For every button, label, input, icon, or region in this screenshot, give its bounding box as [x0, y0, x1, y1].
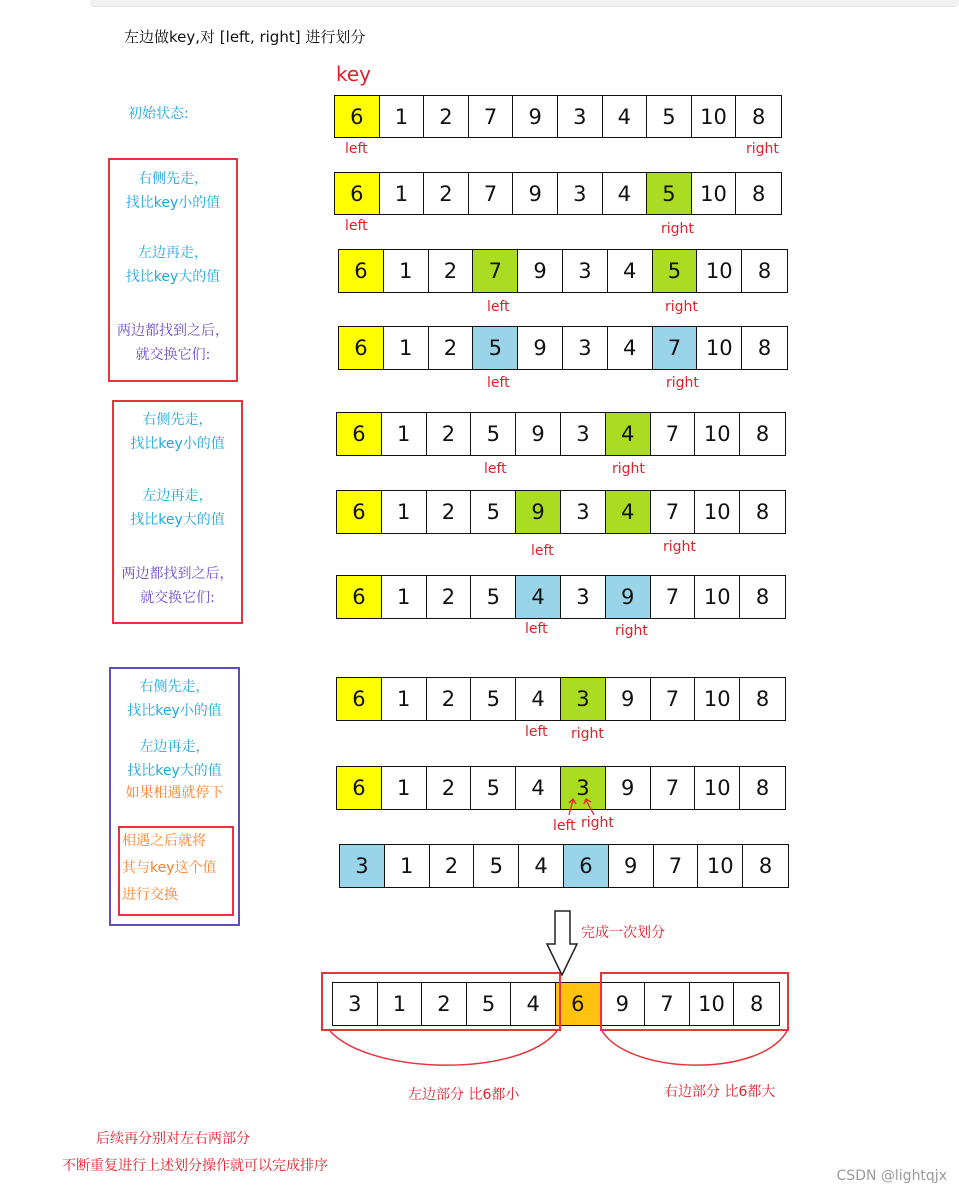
array-cell: 1 [384, 327, 429, 369]
array-cell: 6 [337, 678, 382, 720]
right-pointer-arrow-icon [586, 800, 594, 815]
array-cell: 3 [561, 413, 606, 455]
pointer-right: right [746, 141, 779, 157]
right-brace-icon [602, 1031, 787, 1065]
array-cell: 9 [609, 845, 654, 887]
pointer-left: left [487, 375, 510, 391]
array-cell: 10 [695, 413, 740, 455]
array-cell: 4 [511, 983, 556, 1025]
pointer-right: right [615, 623, 648, 639]
array-cell: 6 [337, 413, 382, 455]
array-cell: 1 [382, 413, 427, 455]
array-cell: 7 [651, 491, 696, 533]
array-cell: 1 [382, 491, 427, 533]
array-cell: 2 [429, 250, 474, 292]
array-cell: 3 [558, 173, 603, 214]
pointer-right: right [571, 726, 604, 742]
array-cell: 5 [647, 96, 692, 137]
pointer-left: left [525, 621, 548, 637]
array-cell: 3 [561, 767, 606, 809]
array-cell: 6 [337, 491, 382, 533]
array-cell: 6 [335, 96, 380, 137]
array-cell: 2 [427, 767, 472, 809]
array-cell: 8 [755, 585, 770, 609]
array-cell: 2 [422, 983, 467, 1025]
array-cell: 1 [378, 983, 423, 1025]
pointer-left: left [484, 461, 507, 477]
array-cell: 7 [651, 678, 696, 720]
caption-right-first: 右侧先走， 找比key小的值 [130, 412, 225, 452]
caption-meet-swap: 相遇之后就将 其与key这个值 进行交换 [122, 833, 217, 903]
pointer-left: left [553, 818, 576, 834]
array-cell: 4 [603, 173, 648, 214]
pointer-right: right [666, 375, 699, 391]
array-cell: 5 [647, 173, 692, 214]
array-cell: 1 [382, 678, 427, 720]
array-cell: 5 [471, 491, 516, 533]
caption-left-next: 左边再走， 找比key大的值 [127, 739, 222, 779]
left-brace-icon [330, 1031, 557, 1065]
caption-swap: 两边都找到之后， 就交换它们: [121, 566, 234, 606]
key-label: key [336, 62, 372, 86]
array-cell: 9 [518, 327, 563, 369]
array-cell: 8 [757, 336, 772, 360]
caption-swap: 两边都找到之后， 就交换它们: [117, 323, 229, 363]
array-cell: 4 [516, 767, 561, 809]
pointer-left: left [531, 543, 554, 559]
array-cell: 7 [469, 96, 514, 137]
pointer-right: right [661, 221, 694, 237]
array-cell: 4 [606, 413, 651, 455]
array-cell: 4 [608, 250, 653, 292]
array-cell: 8 [758, 854, 773, 878]
array-cell: 2 [427, 491, 472, 533]
array-cell: 10 [695, 576, 740, 618]
array-cell: 4 [603, 96, 648, 137]
array-cell: 7 [651, 767, 696, 809]
array-cell: 9 [513, 173, 558, 214]
array-cell: 2 [424, 96, 469, 137]
caption-left-next: 左边再走， 找比key大的值 [130, 488, 225, 528]
array-cell: 1 [382, 576, 427, 618]
array-cell: 6 [339, 327, 384, 369]
array-cell: 3 [561, 576, 606, 618]
caption-left-next: 左边再走， 找比key大的值 [125, 245, 221, 285]
array-cell: 7 [473, 250, 518, 292]
pointer-left: left [487, 299, 510, 315]
array-cell: 9 [606, 678, 651, 720]
array-cell: 1 [382, 767, 427, 809]
caption-right-first: 右侧先走， 找比key小的值 [125, 171, 221, 211]
caption-right-first: 右侧先走， 找比key小的值 [127, 679, 222, 719]
partition-done-label: 完成一次划分 [581, 925, 665, 941]
pointer-right: right [581, 815, 614, 831]
array-cell: 9 [513, 96, 558, 137]
array-cell: 1 [380, 96, 425, 137]
down-arrow-icon [547, 911, 577, 975]
array-cell: 5 [474, 845, 519, 887]
array-cell: 6 [337, 576, 382, 618]
array-cell: 1 [380, 173, 425, 214]
array-cell: 5 [473, 327, 518, 369]
pointer-left: left [345, 141, 368, 157]
array-cell: 7 [469, 173, 514, 214]
array-cell: 10 [697, 250, 742, 292]
watermark: CSDN @lightqjx [836, 1168, 947, 1184]
array-cell: 1 [385, 845, 430, 887]
caption-initial: 初始状态: [128, 106, 189, 122]
array-cell: 6 [337, 767, 382, 809]
pointer-left: left [525, 724, 548, 740]
array-cell: 5 [471, 767, 516, 809]
array-cell: 3 [563, 327, 608, 369]
array-cell: 9 [601, 983, 646, 1025]
array-cell: 6 [339, 250, 384, 292]
array-cell: 8 [755, 500, 770, 524]
array-cell: 3 [561, 491, 606, 533]
array-cell: 4 [606, 491, 651, 533]
left-part-label: 左边部分 比6都小 [408, 1087, 520, 1103]
array-cell: 4 [516, 678, 561, 720]
array-cell: 5 [471, 678, 516, 720]
pointer-right: right [663, 539, 696, 555]
array-cell: 2 [427, 576, 472, 618]
right-part-label: 右边部分 比6都大 [664, 1084, 776, 1100]
pointer-right: right [665, 299, 698, 315]
footer-line-1: 后续再分别对左右两部分 [96, 1131, 250, 1147]
array-cell: 6 [564, 845, 609, 887]
array-cell: 2 [424, 173, 469, 214]
array-cell: 3 [563, 250, 608, 292]
array-cell: 8 [755, 776, 770, 800]
array-cell: 9 [606, 576, 651, 618]
array-cell: 9 [606, 767, 651, 809]
array-cell: 5 [471, 576, 516, 618]
array-cell: 4 [519, 845, 564, 887]
array-cell: 6 [556, 983, 601, 1025]
array-cell: 7 [651, 576, 696, 618]
array-cell: 8 [755, 687, 770, 711]
array-cell: 8 [755, 422, 770, 446]
array-cell: 2 [427, 678, 472, 720]
array-cell: 4 [608, 327, 653, 369]
array-cell: 7 [654, 845, 699, 887]
array-cell: 7 [651, 413, 696, 455]
array-cell: 6 [335, 173, 380, 214]
array-cell: 9 [518, 250, 563, 292]
page-title: 左边做key,对 [left, right] 进行划分 [124, 28, 366, 46]
array-cell: 10 [697, 327, 742, 369]
array-cell: 10 [698, 845, 743, 887]
array-cell: 2 [427, 413, 472, 455]
array-cell: 3 [340, 845, 385, 887]
pointer-left: left [345, 218, 368, 234]
array-cell: 9 [516, 491, 561, 533]
array-cell: 7 [645, 983, 690, 1025]
array-cell: 3 [333, 983, 378, 1025]
array-cell: 5 [653, 250, 698, 292]
caption-meet: 如果相遇就停下 [125, 785, 224, 801]
array-cell: 2 [429, 327, 474, 369]
array-cell: 10 [690, 983, 735, 1025]
array-cell: 10 [692, 173, 737, 214]
array-cell: 8 [749, 992, 764, 1016]
array-cell: 2 [430, 845, 475, 887]
array-cell: 3 [558, 96, 603, 137]
array-cell: 8 [751, 181, 766, 206]
array-cell: 8 [751, 104, 766, 129]
array-cell: 10 [695, 767, 740, 809]
array-cell: 10 [695, 491, 740, 533]
footer-line-2: 不断重复进行上述划分操作就可以完成排序 [62, 1158, 328, 1174]
array-cell: 5 [471, 413, 516, 455]
array-cell: 4 [516, 576, 561, 618]
array-cell: 10 [695, 678, 740, 720]
array-cell: 5 [467, 983, 512, 1025]
array-cell: 7 [653, 327, 698, 369]
array-cell: 10 [692, 96, 737, 137]
array-cell: 9 [516, 413, 561, 455]
array-cell: 1 [384, 250, 429, 292]
pointer-right: right [612, 461, 645, 477]
array-cell: 8 [757, 259, 772, 283]
array-cell: 3 [561, 678, 606, 720]
